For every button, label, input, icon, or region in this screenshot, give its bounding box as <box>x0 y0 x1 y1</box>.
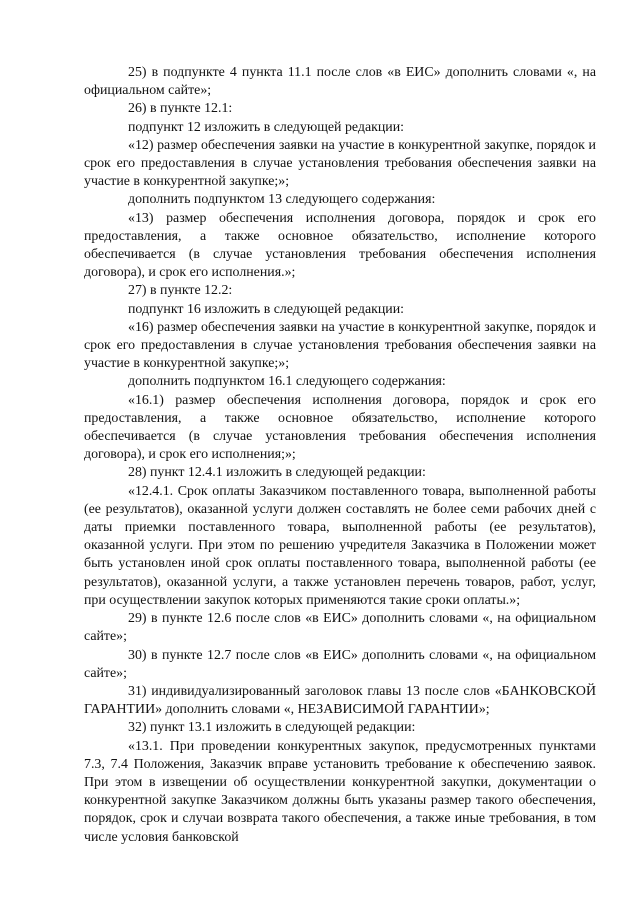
paragraph-26-sub12-text: «12) размер обеспечения заявки на участие в конкурентной закупке, порядок и срок его предоставления в случае установления требования обеспечения заявки на участие в конкурентной закупке;»; <box>84 137 596 190</box>
paragraph-30: 30) в пункте 12.7 после слов «в ЕИС» дополнить словами «, на официальном сайте»; <box>84 647 596 681</box>
paragraph-27-sub16-1-text: «16.1) размер обеспечения исполнения договора, порядок и срок его предоставления, а также основное обязательство, исполнение которого обеспечивается (в случае установления требования обеспечения исполнения договора), и срок его исполнения;»; <box>84 392 596 463</box>
paragraph-28: 28) пункт 12.4.1 изложить в следующей редакции: <box>128 465 426 481</box>
paragraph-26-sub13-intro: дополнить подпунктом 13 следующего содержания: <box>128 192 436 208</box>
paragraph-28-text: «12.4.1. Срок оплаты Заказчиком поставленного товара, выполненной работы (ее результатов), оказанной услуги должен составлять не более семи рабочих дней с даты приемки поставленного товара, выполненной работы (ее результатов), оказанной услуги. При этом по решению учредителя Заказчика в Положении может быть установлен иной срок оплаты поставленного товара, выполненной работы (ее результатов), оказанной услуги, а также установлен перечень товаров, работ, услуг, при осуществлении закупок которых применяются такие сроки оплаты.»; <box>84 483 596 608</box>
paragraph-32: 32) пункт 13.1 изложить в следующей редакции: <box>128 720 416 736</box>
paragraph-29: 29) в пункте 12.6 после слов «в ЕИС» дополнить словами «, на официальном сайте»; <box>84 611 596 645</box>
paragraph-27: 27) в пункте 12.2: <box>128 283 233 299</box>
paragraph-31: 31) индивидуализированный заголовок главы 13 после слов «БАНКОВСКОЙ ГАРАНТИИ» дополнить словами «, НЕЗАВИСИМОЙ ГАРАНТИИ»; <box>84 683 596 718</box>
paragraph-26-sub12-intro: подпункт 12 изложить в следующей редакции: <box>128 119 405 135</box>
paragraph-26: 26) в пункте 12.1: <box>128 101 233 117</box>
paragraph-25: 25) в подпункте 4 пункта 11.1 после слов «в ЕИС» дополнить словами «, на официальном сайте»; <box>84 65 596 99</box>
paragraph-27-sub16-1-intro: дополнить подпунктом 16.1 следующего содержания: <box>128 374 446 390</box>
paragraph-32-text: «13.1. При проведении конкурентных закупок, предусмотренных пунктами 7.3, 7.4 Положения, Заказчик вправе установить требование к обеспечению заявок. При этом в извещении об осуществлении конкурентной закупки, документации о конкурентной закупке Заказчиком должны быть указаны размер такого обеспечения, порядок, срок и случаи возврата такого обеспечения, а также иные требования, в том числе условия банковской <box>84 738 596 845</box>
paragraph-27-sub16-intro: подпункт 16 изложить в следующей редакции: <box>128 301 405 317</box>
paragraph-26-sub13-text: «13) размер обеспечения исполнения договора, порядок и срок его предоставления, а также основное обязательство, исполнение которого обеспечивается (в случае установления требования обеспечения исполнения договора), и срок его исполнения.»; <box>84 210 596 281</box>
paragraph-27-sub16-text: «16) размер обеспечения заявки на участие в конкурентной закупке, порядок и срок его предоставления в случае установления требования обеспечения заявки на участие в конкурентной закупке;»; <box>84 319 596 372</box>
